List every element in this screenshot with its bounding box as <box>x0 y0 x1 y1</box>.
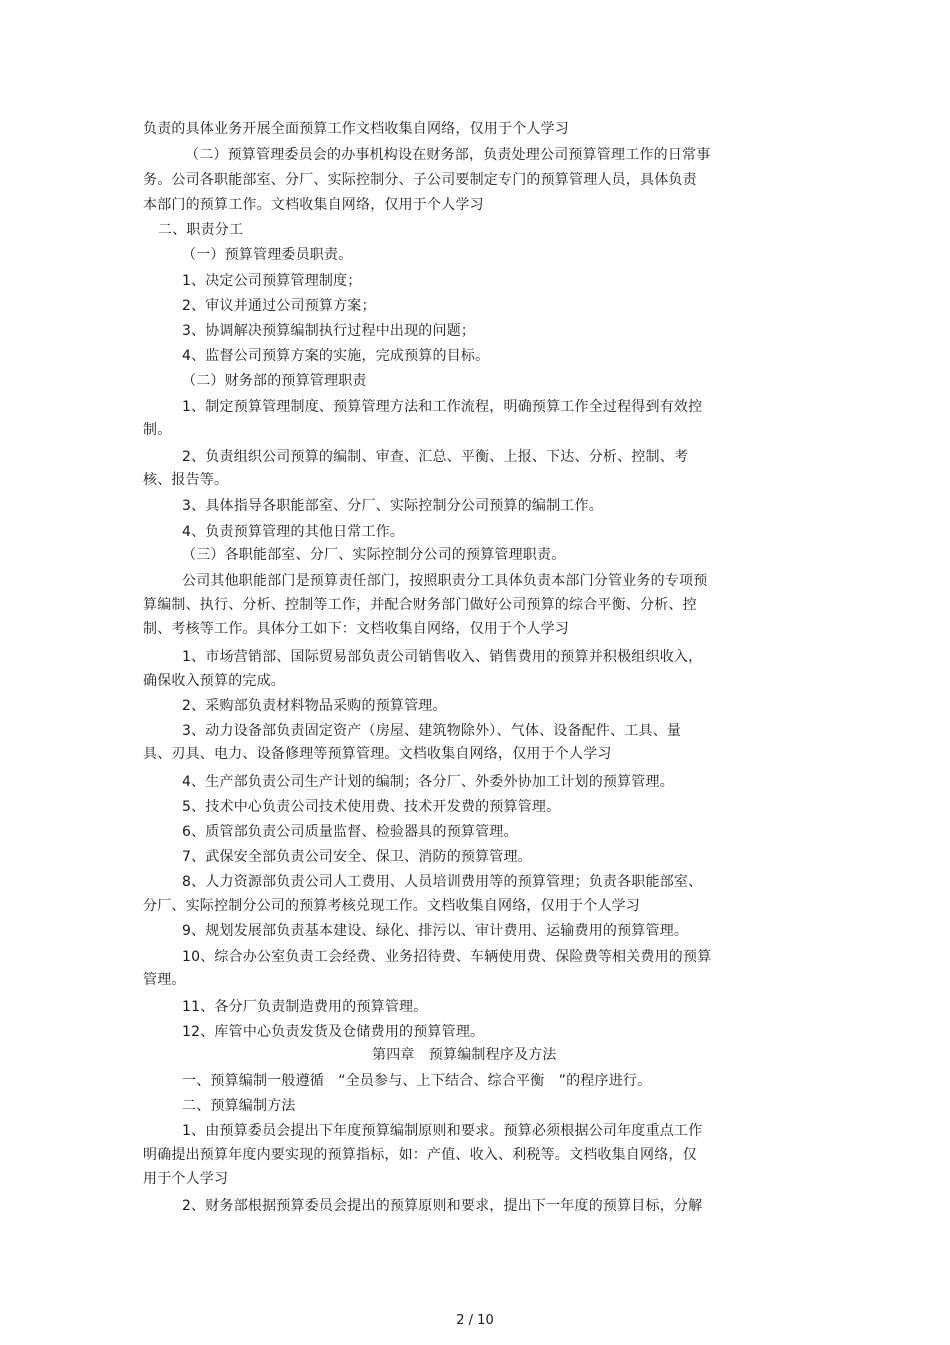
list-item: 4、生产部负责公司生产计划的编制；各分厂、外委外协加工计划的预算管理。 <box>182 774 674 790</box>
list-item: 1、市场营销部、国际贸易部负责公司销售收入、销售费用的预算并积极组织收入， <box>182 649 703 665</box>
list-item: 6、质管部负责公司质量监督、检验器具的预算管理。 <box>182 824 518 840</box>
section-heading: 二、预算编制方法 <box>182 1098 296 1114</box>
list-item: 9、规划发展部负责基本建设、绿化、排污以、审计费用、运输费用的预算管理。 <box>182 923 689 939</box>
list-item: 4、负责预算管理的其他日常工作。 <box>182 524 405 540</box>
paragraph-line: 制、考核等工作。具体分工如下：文档收集自网络，仅用于个人学习 <box>143 621 569 637</box>
list-item: 11、各分厂负责制造费用的预算管理。 <box>182 999 428 1015</box>
paragraph-line: 务。公司各职能部室、分厂、实际控制分、子公司要制定专门的预算管理人员，具体负责 <box>143 172 697 188</box>
list-item: 8、人力资源部负责公司人工费用、人员培训费用等的预算管理；负责各职能部室、 <box>182 874 703 890</box>
list-item: 3、具体指导各职能部室、分厂、实际控制分公司预算的编制工作。 <box>182 498 603 514</box>
list-item: 1、决定公司预算管理制度； <box>182 273 362 289</box>
page-number: 2 / 10 <box>456 1313 494 1328</box>
list-item: 7、武保安全部负责公司安全、保卫、消防的预算管理。 <box>182 849 532 865</box>
list-item: 2、负责组织公司预算的编制、审查、汇总、平衡、上报、下达、分析、控制、考 <box>182 449 689 465</box>
list-item: 10、综合办公室负责工会经费、业务招待费、车辆使用费、保险费等相关费用的预算 <box>182 949 712 965</box>
paragraph-line: （二）预算管理委员会的办事机构设在财务部，负责处理公司预算管理工作的日常事 <box>185 147 711 163</box>
list-item: 3、动力设备部负责固定资产（房屋、建筑物除外）、气体、设备配件、工具、量 <box>182 723 682 739</box>
subsection-heading: （一）预算管理委员职责。 <box>182 247 353 263</box>
paragraph-line: 负责的具体业务开展全面预算工作文档收集自网络，仅用于个人学习 <box>143 121 569 137</box>
list-item-continuation: 明确提出预算年度内要实现的预算指标，如：产值、收入、利税等。文档收集自网络，仅 <box>143 1147 697 1163</box>
list-item: 3、协调解决预算编制执行过程中出现的问题； <box>182 323 476 339</box>
subsection-heading: （三）各职能部室、分厂、实际控制分公司的预算管理职责。 <box>182 547 566 563</box>
subsection-heading: （二）财务部的预算管理职责 <box>182 373 367 389</box>
list-item: 2、审议并通过公司预算方案； <box>182 298 376 314</box>
paragraph-line: 算编制、执行、分析、控制等工作，并配合财务部门做好公司预算的综合平衡、分析、控 <box>143 597 697 613</box>
list-item: 2、财务部根据预算委员会提出的预算原则和要求，提出下一年度的预算目标，分解 <box>182 1198 703 1214</box>
section-heading: 二、职责分工 <box>158 222 244 238</box>
paragraph-line: 公司其他职能部门是预算责任部门，按照职责分工具体负责本部门分管业务的专项预 <box>182 573 708 589</box>
list-item-continuation: 分厂、实际控制分公司的预算考核兑现工作。文档收集自网络，仅用于个人学习 <box>143 898 640 914</box>
list-item: 12、库管中心负责发货及仓储费用的预算管理。 <box>182 1024 485 1040</box>
paragraph-line: 本部门的预算工作。文档收集自网络，仅用于个人学习 <box>143 197 484 213</box>
list-item-continuation: 管理。 <box>143 972 186 988</box>
list-item-continuation: 制。 <box>143 422 172 438</box>
list-item-continuation: 具、刃具、电力、设备修理等预算管理。文档收集自网络，仅用于个人学习 <box>143 746 612 762</box>
list-item: 5、技术中心负责公司技术使用费、技术开发费的预算管理。 <box>182 799 561 815</box>
list-item: 4、监督公司预算方案的实施，完成预算的目标。 <box>182 348 490 364</box>
paragraph-line: 一、预算编制一般遵循 “全员参与、上下结合、综合平衡 ”的程序进行。 <box>182 1073 652 1089</box>
list-item: 2、采购部负责材料物品采购的预算管理。 <box>182 698 447 714</box>
list-item: 1、由预算委员会提出下年度预算编制原则和要求。预算必须根据公司年度重点工作 <box>182 1123 703 1139</box>
list-item: 1、制定预算管理制度、预算管理方法和工作流程，明确预算工作全过程得到有效控 <box>182 399 703 415</box>
list-item-continuation: 用于个人学习 <box>143 1171 229 1187</box>
list-item-continuation: 确保收入预算的完成。 <box>143 673 285 689</box>
chapter-heading: 第四章 预算编制程序及方法 <box>372 1047 557 1063</box>
list-item-continuation: 核、报告等。 <box>143 472 229 488</box>
